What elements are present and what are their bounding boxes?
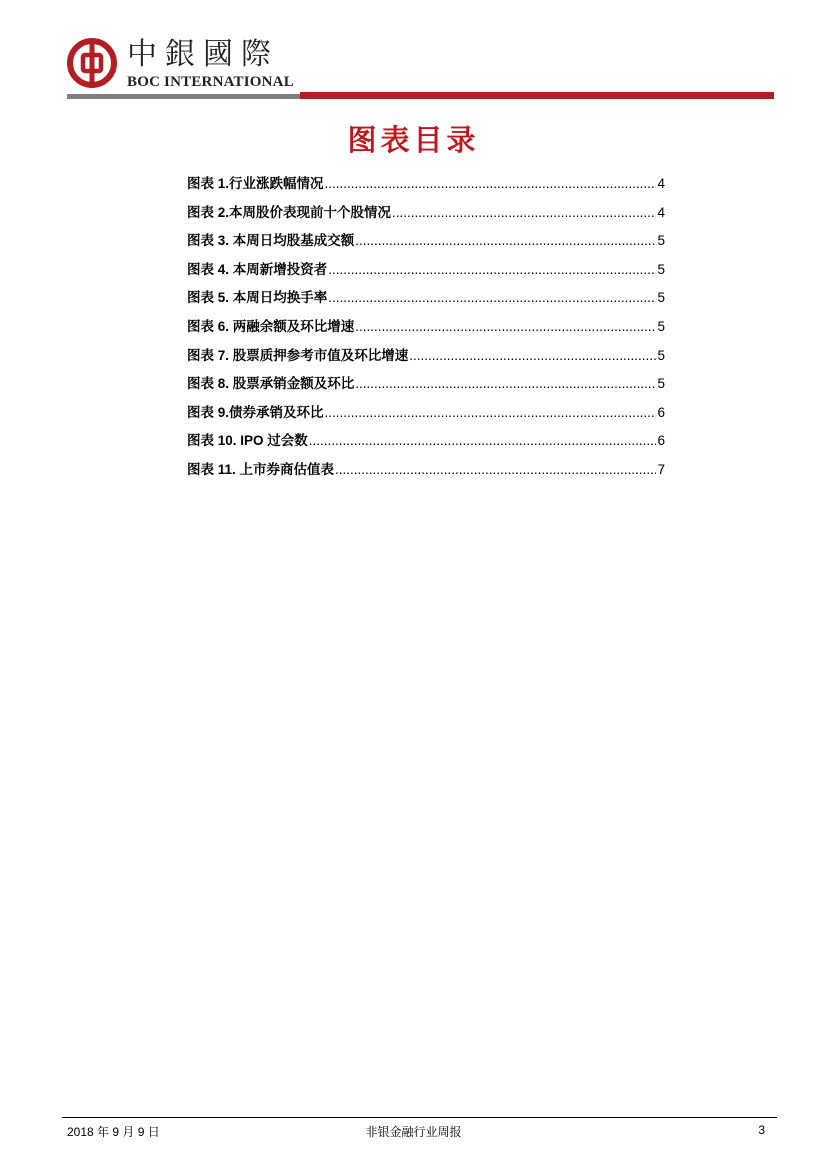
toc-entry-label: 图表 7. 股票质押参考市值及环比增速 (187, 347, 409, 363)
toc-entry[interactable] (187, 313, 665, 342)
toc-entry[interactable] (187, 284, 665, 313)
toc-dot-leader (328, 256, 656, 285)
toc-entry-label: 图表 5. 本周日均换手率 (187, 290, 328, 306)
toc-dot-leader (328, 284, 656, 313)
toc-dot-leader (355, 370, 656, 399)
toc-entry-page: 5 (657, 290, 665, 306)
toc-entry-label: 图表 6. 两融余额及环比增速 (187, 318, 355, 334)
toc-entry[interactable] (187, 256, 665, 285)
boc-logo-icon (67, 38, 117, 88)
toc-entry-label: 图表 4. 本周新增投资者 (187, 261, 328, 277)
toc-entry[interactable] (187, 456, 665, 485)
toc-entry-page: 5 (657, 318, 665, 334)
toc-entry-page: 7 (657, 461, 665, 477)
toc-dot-leader (409, 342, 656, 371)
toc-dot-leader (325, 399, 657, 428)
toc-entry-label: 图表 8. 股票承销金额及环比 (187, 376, 355, 392)
toc-dot-leader (355, 227, 656, 256)
toc-entry-page: 6 (657, 433, 665, 449)
toc-entry-page: 5 (657, 261, 665, 277)
toc-entry-label: 图表 10. IPO 过会数 (187, 433, 308, 449)
logo-english-name: BOC INTERNATIONAL (127, 74, 294, 90)
toc-entry-page: 5 (657, 347, 665, 363)
table-of-figures (187, 170, 665, 485)
toc-dot-leader (325, 170, 657, 199)
toc-entry[interactable] (187, 370, 665, 399)
toc-dot-leader (335, 456, 656, 485)
toc-dot-leader (309, 427, 657, 456)
header-rule-red (300, 92, 774, 99)
header-rule-grey (67, 94, 300, 99)
toc-entry-page: 5 (657, 233, 665, 249)
toc-title: 图表目录 (347, 123, 480, 157)
toc-entry[interactable] (187, 199, 665, 228)
toc-entry-label: 图表 3. 本周日均股基成交额 (187, 233, 355, 249)
toc-entry-label: 图表 1.行业涨跌幅情况 (187, 176, 324, 191)
logo-chinese-name: 中銀國際 (127, 37, 279, 72)
toc-entry-page: 4 (657, 176, 665, 191)
toc-entry[interactable] (187, 170, 665, 199)
toc-dot-leader (392, 199, 656, 228)
footer-rule (62, 1117, 777, 1118)
toc-entry-label: 图表 11. 上市券商估值表 (187, 461, 335, 477)
toc-entry[interactable] (187, 342, 665, 371)
toc-entry-page: 5 (657, 376, 665, 392)
footer-page-number: 3 (758, 1123, 765, 1137)
toc-dot-leader (355, 313, 656, 342)
footer-date: 2018 年 9 月 9 日 (67, 1125, 160, 1139)
footer-report-name: 非银金融行业周报 (365, 1125, 462, 1139)
toc-entry[interactable] (187, 227, 665, 256)
toc-entry[interactable] (187, 399, 665, 428)
toc-entry-label: 图表 2.本周股价表现前十个股情况 (187, 204, 392, 220)
toc-entry-page: 4 (657, 204, 665, 220)
toc-entry-label: 图表 9.债券承销及环比 (187, 404, 324, 420)
toc-entry[interactable] (187, 427, 665, 456)
toc-entry-page: 6 (657, 404, 665, 420)
